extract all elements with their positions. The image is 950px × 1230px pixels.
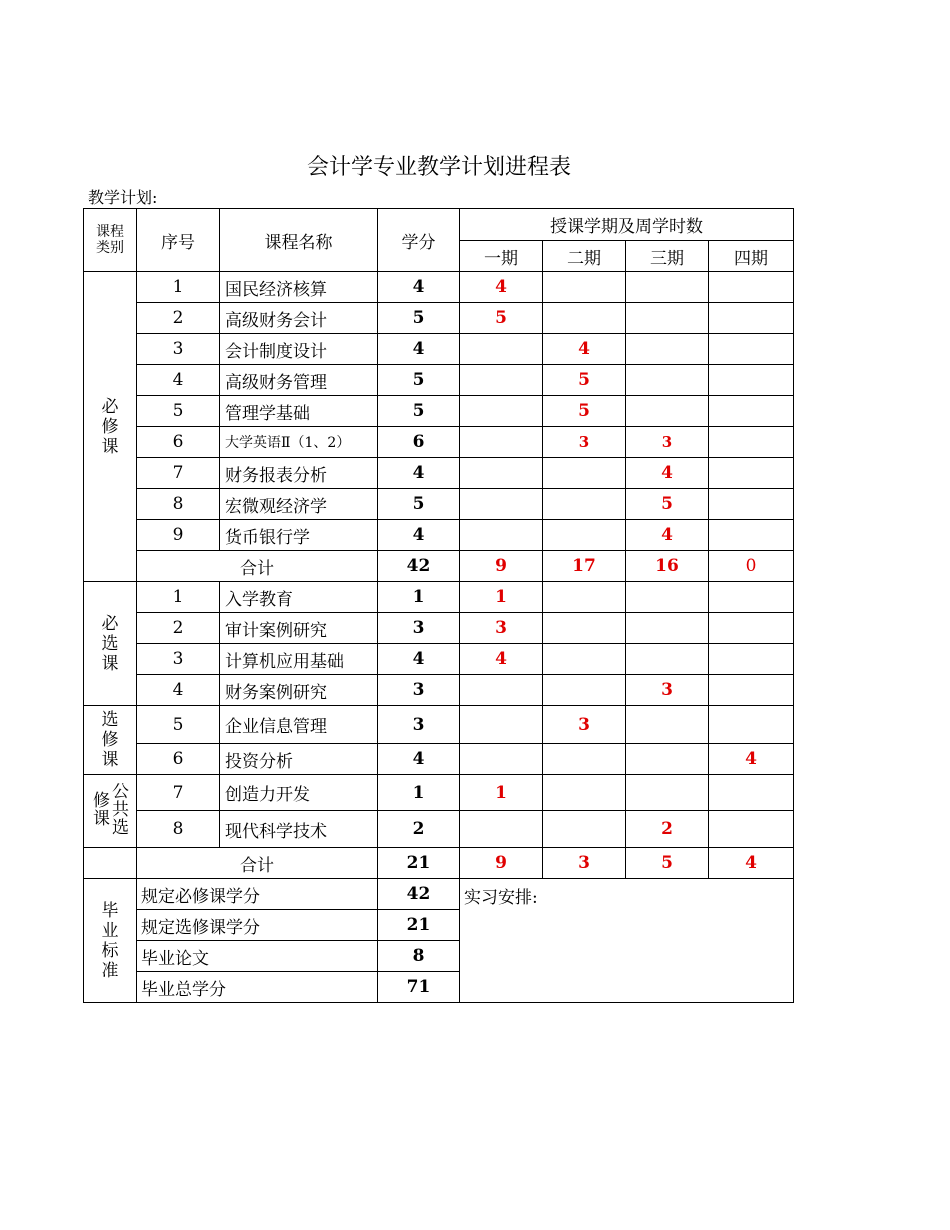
- credits-cell: 6: [378, 427, 460, 458]
- table-row: [84, 489, 794, 520]
- term-2-hours: [543, 582, 626, 613]
- table-row: [84, 613, 794, 644]
- course-name: 大学英语Ⅱ（1、2）: [220, 427, 378, 458]
- header-category: 课程 类别: [84, 209, 137, 272]
- term-3-hours: 2: [626, 811, 709, 848]
- table-row: [84, 303, 794, 334]
- course-name: 投资分析: [220, 744, 378, 775]
- total-term-3: 16: [626, 551, 709, 582]
- term-4-hours: [709, 775, 794, 811]
- term-1-hours: [460, 334, 543, 365]
- term-3-hours: [626, 744, 709, 775]
- term-2-hours: [543, 613, 626, 644]
- table-row: [84, 458, 794, 489]
- header-seq: 序号: [137, 209, 220, 272]
- term-4-hours: [709, 582, 794, 613]
- total-label: 合计: [137, 848, 378, 879]
- term-1-hours: 1: [460, 775, 543, 811]
- seq-cell: 3: [137, 644, 220, 675]
- course-name: 国民经济核算: [220, 272, 378, 303]
- credits-cell: 1: [378, 775, 460, 811]
- seq-cell: 9: [137, 520, 220, 551]
- page-title: 会计学专业教学计划进程表: [306, 155, 571, 180]
- total-credits: 42: [378, 551, 460, 582]
- credits-cell: 4: [378, 520, 460, 551]
- term-4-hours: [709, 675, 794, 706]
- term-1-hours: 1: [460, 582, 543, 613]
- seq-cell: 6: [137, 427, 220, 458]
- course-name: 高级财务会计: [220, 303, 378, 334]
- term-4-hours: [709, 811, 794, 848]
- term-1-hours: [460, 706, 543, 744]
- total-term-2: 17: [543, 551, 626, 582]
- term-4-hours: [709, 520, 794, 551]
- seq-cell: 6: [137, 744, 220, 775]
- term-2-hours: [543, 775, 626, 811]
- course-name: 现代科学技术: [220, 811, 378, 848]
- term-1-hours: [460, 427, 543, 458]
- seq-cell: 1: [137, 272, 220, 303]
- credits-cell: 5: [378, 365, 460, 396]
- term-1-hours: 4: [460, 272, 543, 303]
- graduation-value: 71: [378, 972, 460, 1003]
- term-2-hours: [543, 675, 626, 706]
- course-name: 企业信息管理: [220, 706, 378, 744]
- term-3-hours: 5: [626, 489, 709, 520]
- total-term-2: 3: [543, 848, 626, 879]
- required-total-row: [84, 551, 794, 582]
- category-required: 必 修 课: [84, 272, 137, 582]
- term-2-hours: [543, 811, 626, 848]
- graduation-label: 规定必修课学分: [137, 879, 378, 910]
- header-term-3: 三期: [626, 241, 709, 272]
- term-4-hours: [709, 706, 794, 744]
- term-3-hours: 3: [626, 675, 709, 706]
- table-row: [84, 811, 794, 848]
- credits-cell: 5: [378, 303, 460, 334]
- term-3-hours: [626, 613, 709, 644]
- seq-cell: 4: [137, 675, 220, 706]
- term-2-hours: [543, 303, 626, 334]
- credits-cell: 4: [378, 458, 460, 489]
- graduation-value: 21: [378, 910, 460, 941]
- table-row: [84, 272, 794, 303]
- credits-cell: 4: [378, 644, 460, 675]
- term-4-hours: [709, 303, 794, 334]
- plan-subtitle: 教学计划:: [88, 188, 158, 207]
- table-row: [84, 582, 794, 613]
- total-term-3: 5: [626, 848, 709, 879]
- term-3-hours: [626, 706, 709, 744]
- term-4-hours: [709, 613, 794, 644]
- seq-cell: 2: [137, 303, 220, 334]
- header-term-2: 二期: [543, 241, 626, 272]
- seq-cell: 1: [137, 582, 220, 613]
- term-4-hours: [709, 458, 794, 489]
- credits-cell: 3: [378, 675, 460, 706]
- seq-cell: 4: [137, 365, 220, 396]
- total-term-1: 9: [460, 551, 543, 582]
- header-term-1: 一期: [460, 241, 543, 272]
- table-row: [84, 675, 794, 706]
- term-1-hours: [460, 520, 543, 551]
- category-graduation: 毕 业 标 准: [84, 879, 137, 1003]
- term-3-hours: [626, 334, 709, 365]
- total-credits: 21: [378, 848, 460, 879]
- course-name: 审计案例研究: [220, 613, 378, 644]
- term-2-hours: [543, 744, 626, 775]
- term-2-hours: 5: [543, 396, 626, 427]
- term-4-hours: [709, 365, 794, 396]
- graduation-value: 42: [378, 879, 460, 910]
- term-1-hours: [460, 489, 543, 520]
- category-public-elective: 公 共 选 修 课: [84, 775, 137, 848]
- course-name: 宏微观经济学: [220, 489, 378, 520]
- seq-cell: 7: [137, 775, 220, 811]
- term-3-hours: 4: [626, 520, 709, 551]
- term-1-hours: 5: [460, 303, 543, 334]
- credits-cell: 3: [378, 613, 460, 644]
- term-3-hours: [626, 396, 709, 427]
- table-row: [84, 744, 794, 775]
- term-2-hours: [543, 458, 626, 489]
- total-term-1: 9: [460, 848, 543, 879]
- term-1-hours: [460, 365, 543, 396]
- term-2-hours: 3: [543, 706, 626, 744]
- term-1-hours: [460, 811, 543, 848]
- seq-cell: 7: [137, 458, 220, 489]
- credits-cell: 1: [378, 582, 460, 613]
- header-term-4: 四期: [709, 241, 794, 272]
- table-row: [84, 644, 794, 675]
- table-row: [84, 879, 794, 910]
- term-1-hours: [460, 744, 543, 775]
- term-3-hours: 4: [626, 458, 709, 489]
- term-3-hours: [626, 303, 709, 334]
- term-2-hours: 4: [543, 334, 626, 365]
- term-3-hours: [626, 272, 709, 303]
- term-3-hours: 3: [626, 427, 709, 458]
- table-row: [84, 520, 794, 551]
- term-3-hours: [626, 582, 709, 613]
- term-1-hours: 3: [460, 613, 543, 644]
- term-4-hours: 4: [709, 744, 794, 775]
- table-row: [84, 334, 794, 365]
- term-1-hours: [460, 675, 543, 706]
- total-term-4: 4: [709, 848, 794, 879]
- seq-cell: 5: [137, 396, 220, 427]
- table-row: [84, 396, 794, 427]
- term-2-hours: 5: [543, 365, 626, 396]
- table-row: [84, 706, 794, 744]
- term-4-hours: [709, 396, 794, 427]
- term-4-hours: [709, 427, 794, 458]
- course-name: 货币银行学: [220, 520, 378, 551]
- graduation-label: 规定选修课学分: [137, 910, 378, 941]
- credits-cell: 4: [378, 744, 460, 775]
- graduation-label: 毕业论文: [137, 941, 378, 972]
- term-1-hours: [460, 458, 543, 489]
- term-4-hours: [709, 489, 794, 520]
- course-name: 会计制度设计: [220, 334, 378, 365]
- header-term-group: 授课学期及周学时数: [460, 209, 794, 241]
- term-4-hours: [709, 272, 794, 303]
- header-credits: 学分: [378, 209, 460, 272]
- credits-cell: 2: [378, 811, 460, 848]
- credits-cell: 3: [378, 706, 460, 744]
- table-row: [84, 365, 794, 396]
- term-2-hours: [543, 644, 626, 675]
- course-name: 财务案例研究: [220, 675, 378, 706]
- table-row: [84, 427, 794, 458]
- term-2-hours: [543, 489, 626, 520]
- seq-cell: 5: [137, 706, 220, 744]
- term-1-hours: [460, 396, 543, 427]
- graduation-value: 8: [378, 941, 460, 972]
- category-elective-required: 必 选 课: [84, 582, 137, 706]
- category-elective: 选 修 课: [84, 706, 137, 775]
- credits-cell: 4: [378, 272, 460, 303]
- term-2-hours: 3: [543, 427, 626, 458]
- seq-cell: 3: [137, 334, 220, 365]
- internship-note: 实习安排:: [460, 879, 794, 1003]
- graduation-label: 毕业总学分: [137, 972, 378, 1003]
- credits-cell: 5: [378, 489, 460, 520]
- term-4-hours: [709, 644, 794, 675]
- total-label: 合计: [137, 551, 378, 582]
- seq-cell: 8: [137, 811, 220, 848]
- seq-cell: 8: [137, 489, 220, 520]
- term-4-hours: [709, 334, 794, 365]
- teaching-plan-table: [83, 208, 794, 1003]
- course-name: 财务报表分析: [220, 458, 378, 489]
- seq-cell: 2: [137, 613, 220, 644]
- course-name: 高级财务管理: [220, 365, 378, 396]
- elective-total-row: [84, 848, 794, 879]
- term-3-hours: [626, 365, 709, 396]
- header-course-name: 课程名称: [220, 209, 378, 272]
- credits-cell: 5: [378, 396, 460, 427]
- term-3-hours: [626, 775, 709, 811]
- term-3-hours: [626, 644, 709, 675]
- total-term-4: 0: [709, 551, 794, 582]
- course-name: 创造力开发: [220, 775, 378, 811]
- credits-cell: 4: [378, 334, 460, 365]
- course-name: 管理学基础: [220, 396, 378, 427]
- term-1-hours: 4: [460, 644, 543, 675]
- empty-category-cell: [84, 848, 137, 879]
- term-2-hours: [543, 272, 626, 303]
- term-2-hours: [543, 520, 626, 551]
- course-name: 计算机应用基础: [220, 644, 378, 675]
- table-row: [84, 775, 794, 811]
- course-name: 入学教育: [220, 582, 378, 613]
